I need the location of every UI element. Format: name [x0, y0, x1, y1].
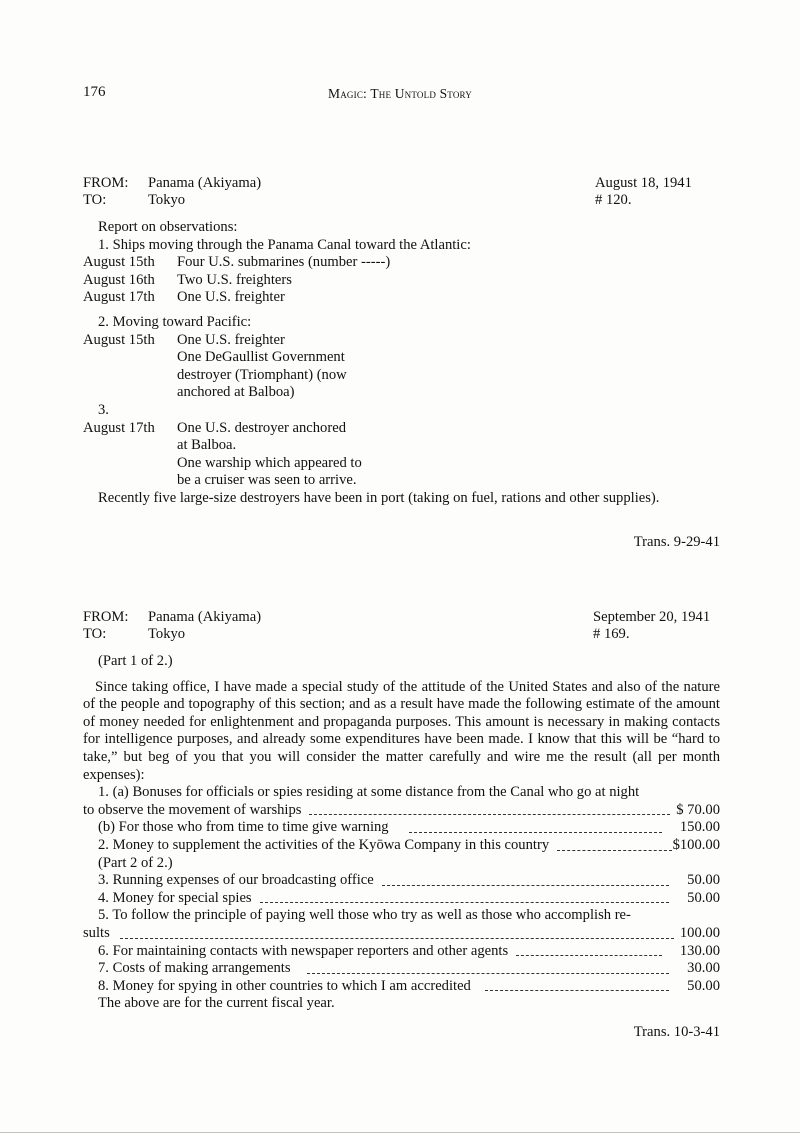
leader-dots [260, 902, 670, 903]
expense-amount: 30.00 [687, 960, 720, 977]
observation-text: destroyer (Triomphant) (now [177, 366, 347, 383]
translation-date: Trans. 10-3-41 [633, 1024, 720, 1040]
observation-text: One DeGaullist Government [177, 349, 345, 366]
observation-text: Two U.S. freighters [177, 271, 292, 288]
observation-date: August 15th [83, 254, 155, 271]
expense-item-8 [83, 978, 720, 996]
expense-text: 7. Costs of making arrangements [98, 960, 291, 977]
message-date: August 18, 1941 [595, 175, 692, 191]
part-label: (Part 2 of 2.) [98, 854, 173, 871]
observation-date: August 17th [83, 289, 155, 306]
leader-dots [485, 990, 669, 991]
expense-text: 3. Running expenses of our broadcasting office [98, 872, 374, 889]
expense-amount: $ 70.00 [676, 801, 720, 818]
observation-date: August 17th [83, 419, 155, 436]
page-number: 176 [83, 84, 106, 100]
expense-amount: 50.00 [687, 977, 720, 994]
scan-edge-rule [0, 1132, 800, 1133]
translation-date: Trans. 9-29-41 [633, 534, 720, 550]
expense-text: sults [83, 924, 110, 941]
message-120 [83, 175, 720, 508]
expense-item-4 [83, 890, 720, 908]
message-date: September 20, 1941 [593, 609, 711, 625]
to-label: TO: [83, 192, 107, 208]
observation-row [83, 272, 720, 290]
observation-date: August 16th [83, 271, 155, 288]
leader-dots [120, 938, 674, 939]
expense-item-1a: 1. (a) Bonuses for officials or spies residing at some distance from the Canal who go at night [98, 784, 640, 801]
running-head [0, 85, 800, 103]
closing-remark: Recently five large-size destroyers have been in port (taking on fuel, rations and other supplies). [98, 489, 660, 506]
observation-text: be a cruiser was seen to arrive. [177, 472, 357, 489]
expense-item-7 [83, 960, 720, 978]
leader-dots [309, 814, 670, 815]
closing-remark: The above are for the current fiscal year. [98, 995, 335, 1012]
observation-3-heading: 3. [98, 401, 109, 418]
expense-text: (b) For those who from time to time give warning [98, 819, 389, 836]
message-number: # 120. [595, 192, 632, 208]
expense-amount: 50.00 [687, 872, 720, 889]
observation-text: Four U.S. submarines (number -----) [177, 254, 391, 271]
expense-amount: 50.00 [687, 889, 720, 906]
expense-text: 4. Money for special spies [98, 889, 252, 906]
observation-text: One U.S. destroyer anchored [177, 419, 346, 436]
expense-amount: $100.00 [672, 836, 720, 853]
leader-dots [557, 850, 671, 851]
expense-item-1b [83, 819, 720, 837]
expense-text: 6. For maintaining contacts with newspaper reporters and other agents [98, 942, 509, 959]
expense-item-2 [83, 837, 720, 855]
message-header [83, 609, 720, 645]
observation-row [83, 332, 720, 402]
leader-dots [382, 885, 669, 886]
expense-amount: 150.00 [679, 819, 720, 836]
expense-item-1a-cont [83, 802, 720, 820]
message-body: Since taking office, I have made a special study of the attitude of the United States and also of the nature of the people and topography of this section; and as a result have made the following estimate of the amount of money needed for enlightenment and propaganda purposes. This amount is necessary in making contacts for intelligence purposes, and already some expenditures have been made. I know that this will be “hard to take,” but beg of you that you will consider the matter carefully and wire me the result (all per month expenses): [83, 678, 720, 783]
observation-row [83, 420, 720, 490]
observation-1-heading: 1. Ships moving through the Panama Canal toward the Atlantic: [98, 236, 471, 253]
expense-amount: 130.00 [679, 942, 720, 959]
expense-text: to observe the movement of warships [83, 801, 302, 818]
from-label: FROM: [83, 609, 129, 625]
from-value: Panama (Akiyama) [148, 609, 262, 625]
expense-item-5: 5. To follow the principle of paying well those who try as well as those who accomplish re- [98, 907, 631, 924]
observation-2-heading: 2. Moving toward Pacific: [98, 313, 252, 330]
observation-text: One warship which appeared to [177, 454, 362, 471]
expense-text: 8. Money for spying in other countries to which I am accredited [98, 977, 471, 994]
leader-dots [516, 955, 662, 956]
leader-dots [409, 832, 662, 833]
from-value: Panama (Akiyama) [148, 175, 262, 191]
leader-dots [307, 973, 670, 974]
observation-text: at Balboa. [177, 437, 237, 454]
message-169 [83, 609, 720, 1013]
expense-text: 2. Money to supplement the activities of the Kyōwa Company in this country [98, 836, 550, 853]
expense-item-5-cont [83, 925, 720, 943]
message-header [83, 175, 720, 211]
observation-text: One U.S. freighter [177, 331, 285, 348]
observation-text: One U.S. freighter [177, 289, 285, 306]
expense-amount: 100.00 [679, 924, 720, 941]
to-value: Tokyo [148, 626, 186, 642]
to-value: Tokyo [148, 192, 186, 208]
running-head-title: Magic: The Untold Story [328, 86, 472, 101]
from-label: FROM: [83, 175, 129, 191]
observation-row [83, 289, 720, 307]
to-label: TO: [83, 626, 107, 642]
expense-item-3 [83, 872, 720, 890]
observation-date: August 15th [83, 331, 155, 348]
expense-item-6 [83, 943, 720, 961]
part-label: (Part 1 of 2.) [98, 653, 173, 669]
report-intro: Report on observations: [98, 219, 238, 235]
observation-text: anchored at Balboa) [177, 384, 295, 401]
observation-row [83, 254, 720, 272]
message-number: # 169. [593, 626, 630, 642]
